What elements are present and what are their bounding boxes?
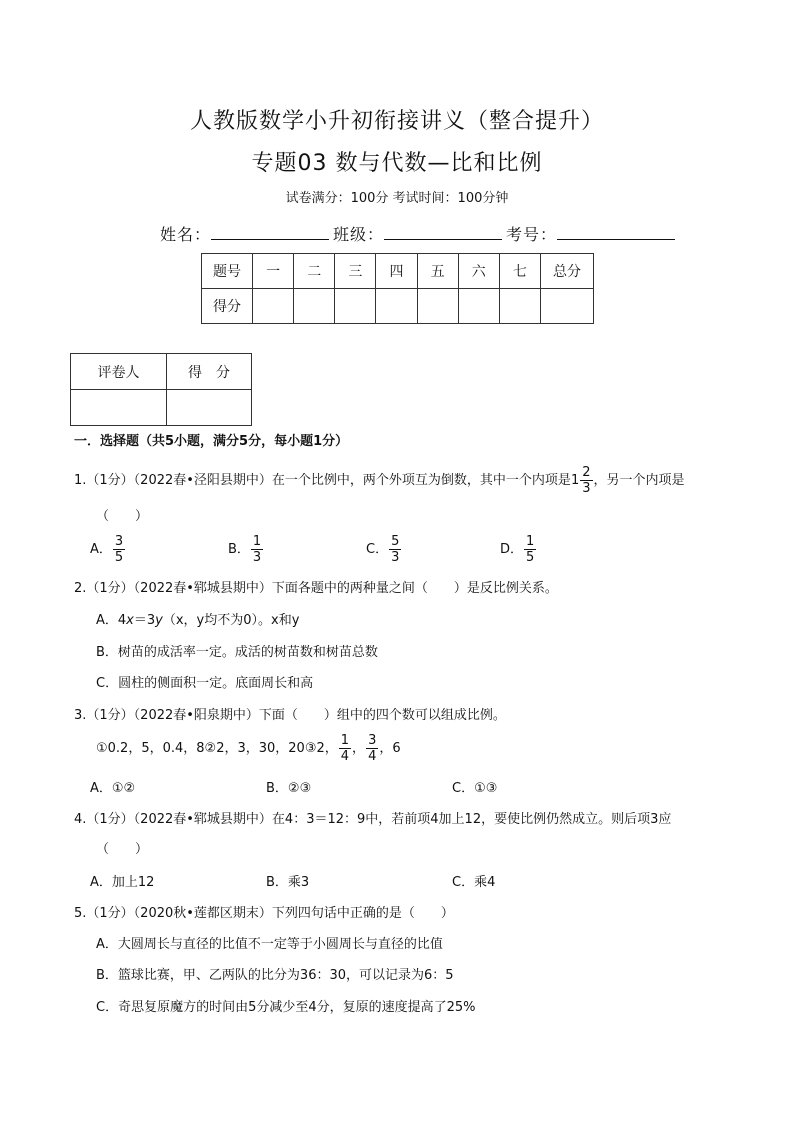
option-b[interactable]: B．树苗的成活率一定。成活的树苗数和树苗总数 [96,645,378,660]
question-1-stem [74,465,685,496]
fraction-numerator: 5 [391,534,400,549]
fraction-denominator: 5 [526,550,535,565]
answer-paren: （ ） [96,509,149,524]
document-title: 人教版数学小升初衔接讲义（整合提升） [189,109,604,134]
fraction [113,534,125,565]
mixed-number [571,465,594,496]
number-groups [96,733,401,764]
score-cell[interactable] [499,289,540,324]
variable-y: y [155,613,163,628]
fraction-denominator: 3 [582,481,591,496]
id-blank [557,225,675,240]
option-c[interactable]: C．乘4 [452,875,496,890]
groups-text: ，6 [379,741,401,756]
separator: ， [352,741,366,756]
groups-text: ①0.2，5，0.4，8②2，3，30，20③2， [96,741,338,756]
score-header-cell: 题号 [202,254,253,289]
option-b[interactable]: B．②③ [266,781,312,796]
id-label: 考号： [506,225,558,244]
score-cell[interactable] [294,289,335,324]
exam-meta: 试卷满分：100分 考试时间：100分钟 [285,191,509,206]
score-table-score-row [202,289,594,324]
option-label: D． [500,542,524,557]
class-label: 班级： [333,225,385,244]
option-a[interactable] [96,609,299,628]
fraction-denominator: 4 [340,749,350,764]
question-text: 1.（1分）（2022春•泾阳县期中）在一个比例中，两个外项互为倒数，其中一个内项是 [74,473,571,488]
fraction [339,733,351,764]
fraction-numerator: 1 [252,534,262,549]
class-blank [384,225,502,240]
score-cell[interactable] [417,289,458,324]
fraction-denominator: 3 [252,550,262,565]
score-cell[interactable] [335,289,376,324]
name-blank [211,225,329,240]
option-c[interactable]: C．圆柱的侧面积一定。底面周长和高 [96,676,314,691]
question-text: ，另一个内项是 [593,473,685,488]
grader-score-header: 得 分 [167,354,252,390]
option-c[interactable] [366,534,402,565]
option-a[interactable]: A．加上12 [90,875,155,890]
option-label: B． [228,542,250,557]
score-cell[interactable] [376,289,417,324]
fraction-numerator: 1 [340,733,350,748]
score-header-cell: 一 [253,254,294,289]
question-5-stem: 5.（1分）（2020秋•莲都区期末）下列四句话中正确的是（ ） [74,906,454,921]
question-4-stem: 4.（1分）（2022春•郓城县期中）在4：3＝12：9中，若前项4加上12，要使比例仍然成立。则后项3应 [74,812,672,827]
option-b[interactable]: B．乘3 [266,875,310,890]
fraction-denominator: 4 [368,749,377,764]
grader-table [70,353,252,426]
option-label: A． [90,542,112,557]
fraction [389,534,401,565]
fraction [524,534,536,565]
fraction-denominator: 3 [391,550,400,565]
question-3-stem: 3.（1分）（2022春•阳泉期中）下面（ ）组中的四个数可以组成比例。 [74,708,506,723]
grader-cell[interactable] [71,390,167,426]
option-label: C． [366,542,389,557]
score-cell[interactable] [541,289,594,324]
score-table-header-row [202,254,594,289]
fraction-numerator: 2 [582,465,591,480]
score-header-cell: 总分 [541,254,594,289]
option-a[interactable]: A．大圆周长与直径的比值不一定等于小圆周长与直径的比值 [96,937,443,952]
fraction [580,465,592,496]
grader-score-cell[interactable] [167,390,252,426]
score-header-cell: 三 [335,254,376,289]
score-cell[interactable] [458,289,499,324]
mixed-whole: 1 [570,473,580,488]
option-b[interactable]: B．篮球比赛，甲、乙两队的比分为36：30，可以记录为6：5 [96,968,454,983]
score-header-cell: 六 [458,254,499,289]
score-header-cell: 七 [499,254,540,289]
fraction [366,733,378,764]
option-text: ＝3 [133,613,156,628]
answer-paren: （ ） [96,842,149,857]
question-2-stem: 2.（1分）（2022春•郓城县期中）下面各题中的两种量之间（ ）是反比例关系。 [74,581,558,596]
option-text: （x，y均不为0）。x和y [162,613,300,628]
option-b[interactable] [228,534,264,565]
document-subtitle: 专题03 数与代数—比和比例 [251,151,543,176]
fraction-numerator: 3 [114,534,124,549]
name-label: 姓名： [160,225,212,244]
fraction [251,534,263,565]
option-d[interactable] [500,534,537,565]
student-info [160,222,679,245]
score-header-cell: 四 [376,254,417,289]
option-text: A．4 [96,613,127,628]
grader-header: 评卷人 [71,354,167,390]
option-c[interactable]: C．奇思复原魔方的时间由5分减少至4分，复原的速度提高了25% [96,1000,476,1015]
fraction-numerator: 3 [368,733,377,748]
variable-x: x [126,613,134,628]
fraction-denominator: 5 [114,550,124,565]
section-title: 一．选择题（共5小题，满分5分，每小题1分） [74,434,349,449]
score-header-cell: 二 [294,254,335,289]
option-c[interactable]: C．①③ [452,781,498,796]
score-header-cell: 五 [417,254,458,289]
score-cell[interactable] [253,289,294,324]
score-row-label: 得分 [202,289,253,324]
option-a[interactable] [90,534,126,565]
option-a[interactable]: A．①② [90,781,136,796]
fraction-numerator: 1 [526,534,535,549]
score-table [201,253,594,324]
